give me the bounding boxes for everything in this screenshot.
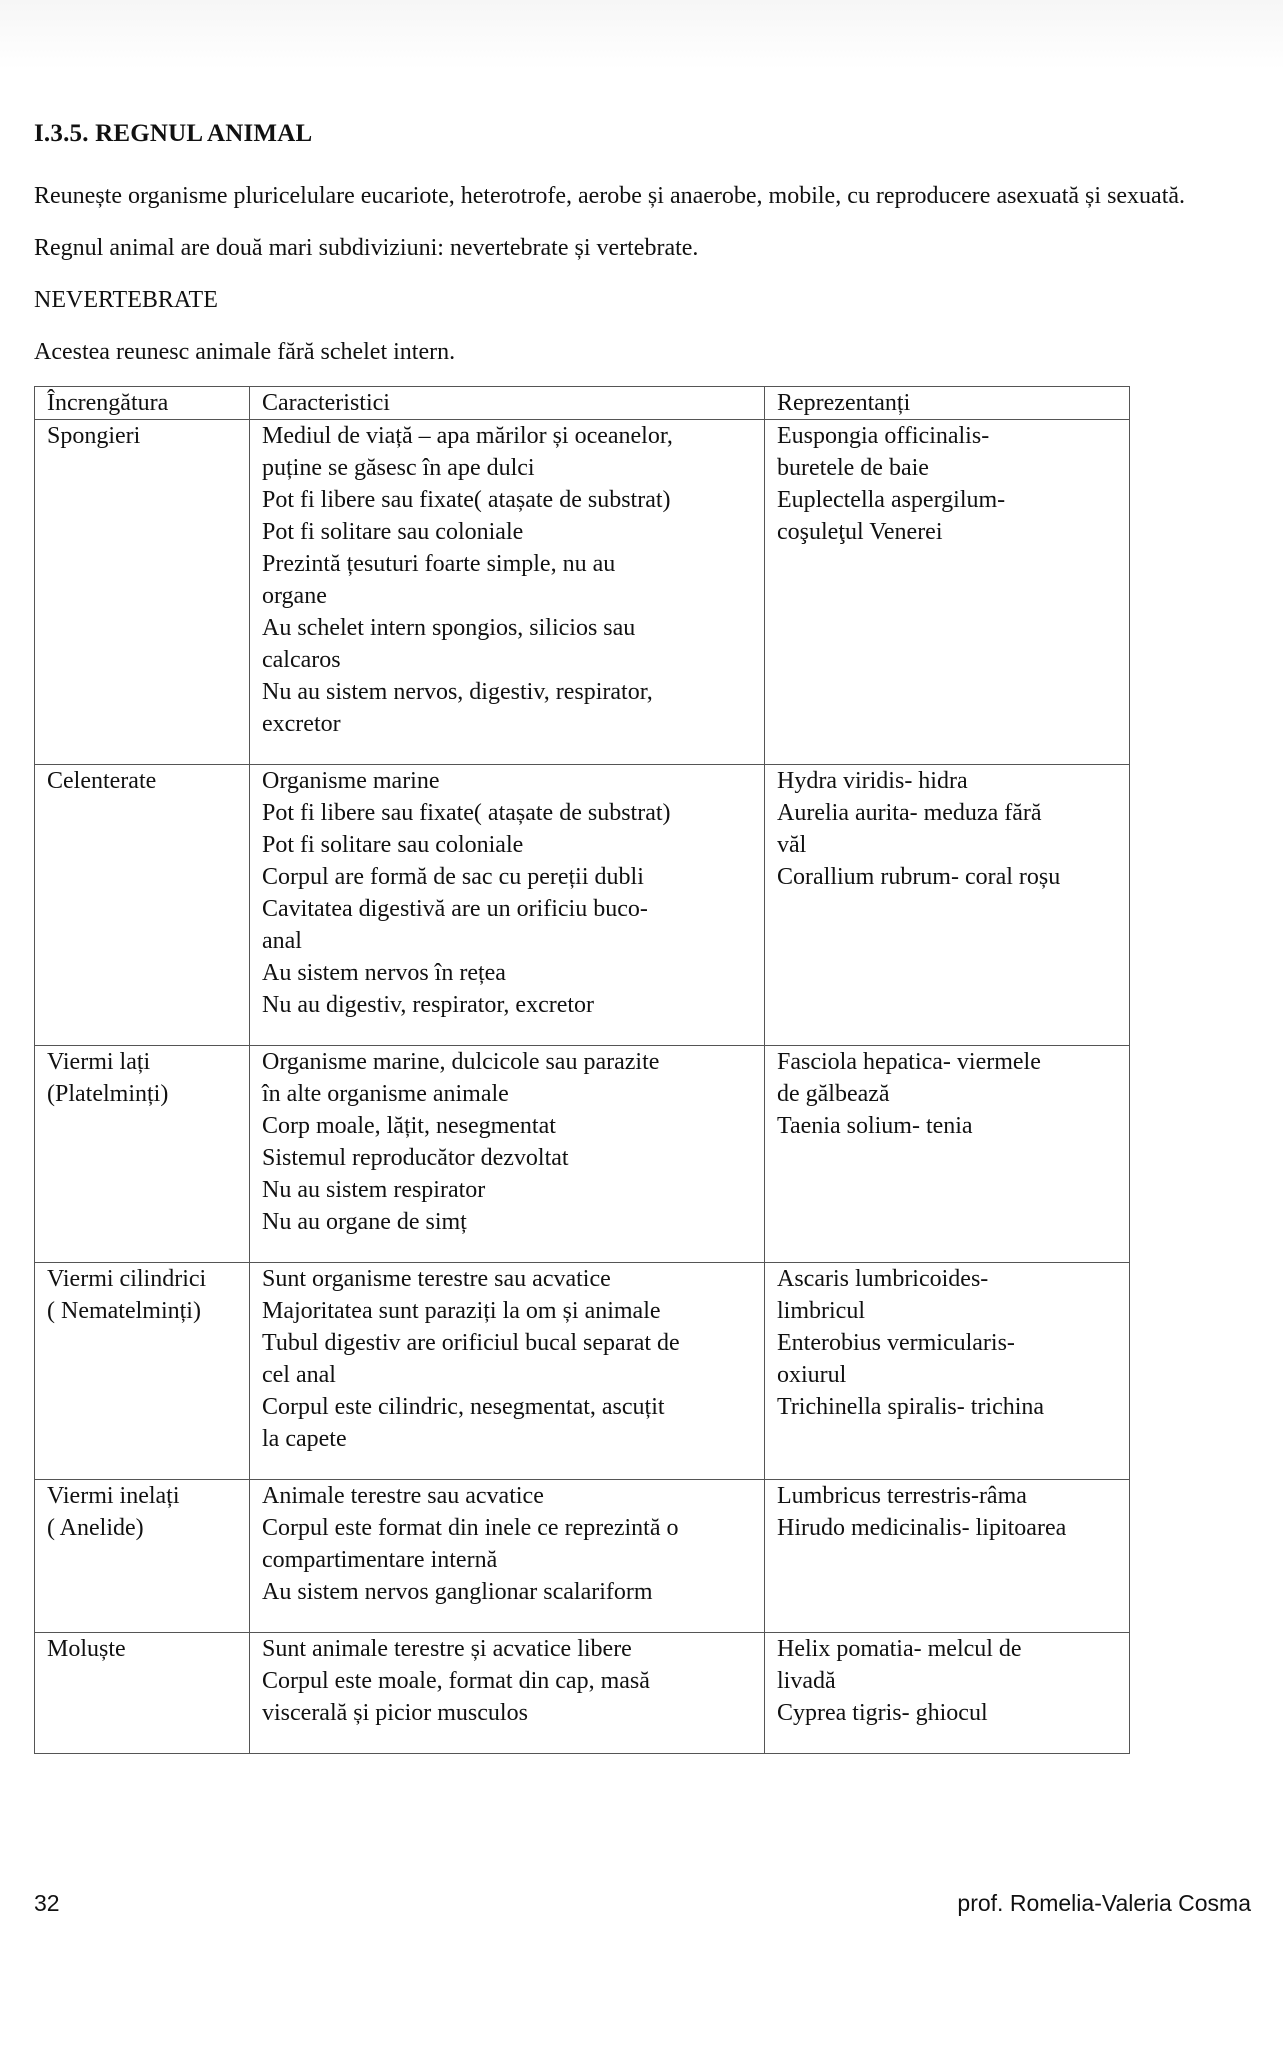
traits-cell — [250, 1633, 765, 1754]
cell-line: Spongieri — [47, 423, 141, 449]
cell-line: Aurelia aurita- meduza fără — [777, 800, 1042, 826]
subsection-intro: Acestea reunesc animale fără schelet intern. — [34, 339, 456, 365]
cell-line: (Platelminți) — [47, 1081, 169, 1107]
cell-line: Cyprea tigris- ghiocul — [777, 1700, 988, 1726]
cell-line: cel anal — [262, 1362, 336, 1388]
examples-cell — [765, 420, 1130, 765]
invertebrates-table — [34, 386, 1130, 1754]
cell-line: la capete — [262, 1426, 347, 1452]
cell-line: Sistemul reproducător dezvoltat — [262, 1145, 569, 1171]
cell-line: de gălbează — [777, 1081, 890, 1107]
cell-line: Moluște — [47, 1636, 126, 1662]
cell-line: buretele de baie — [777, 455, 929, 481]
group-cell — [35, 765, 250, 1046]
cell-line: Ascaris lumbricoides- — [777, 1266, 989, 1292]
cell-line: Sunt animale terestre și acvatice libere — [262, 1636, 632, 1662]
examples-cell — [765, 1263, 1130, 1480]
table-header-row — [35, 387, 1130, 420]
cell-line: Enterobius vermicularis- — [777, 1330, 1015, 1356]
table-row — [35, 765, 1130, 1046]
examples-cell — [765, 1633, 1130, 1754]
page-number: 32 — [34, 1890, 60, 1916]
cell-line: calcaros — [262, 647, 341, 673]
cell-line: Euplectella aspergilum- — [777, 487, 1006, 513]
cell-line: Pot fi libere sau fixate( atașate de substrat) — [262, 487, 671, 513]
cell-line: compartimentare internă — [262, 1547, 498, 1573]
cell-line: excretor — [262, 711, 341, 737]
cell-line: Animale terestre sau acvatice — [262, 1483, 544, 1509]
traits-cell — [250, 765, 765, 1046]
cell-line: limbricul — [777, 1298, 865, 1324]
cell-line: Pot fi solitare sau coloniale — [262, 519, 524, 545]
cell-line: Majoritatea sunt paraziți la om și animale — [262, 1298, 661, 1324]
cell-line: Viermi cilindrici — [47, 1266, 207, 1292]
cell-line: Fasciola hepatica- viermele — [777, 1049, 1041, 1075]
group-cell — [35, 1480, 250, 1633]
table-row — [35, 420, 1130, 765]
cell-line: Taenia solium- tenia — [777, 1113, 973, 1139]
cell-line: Corpul este moale, format din cap, masă — [262, 1668, 650, 1694]
traits-cell — [250, 420, 765, 765]
group-cell — [35, 1263, 250, 1480]
cell-line: Organisme marine — [262, 768, 440, 794]
cell-line: văl — [777, 832, 807, 858]
traits-cell — [250, 1263, 765, 1480]
header-examples: Reprezentanți — [765, 387, 1130, 420]
cell-line: Mediul de viață – apa mărilor și oceanelor, — [262, 423, 673, 449]
cell-line: Celenterate — [47, 768, 157, 794]
cell-line: Viermi inelați — [47, 1483, 180, 1509]
cell-line: livadă — [777, 1668, 836, 1694]
cell-line: Prezintă țesuturi foarte simple, nu au — [262, 551, 616, 577]
cell-line: Tubul digestiv are orificiul bucal separat de — [262, 1330, 680, 1356]
cell-line: ( Nematelminți) — [47, 1298, 201, 1324]
header-group: Încrengătura — [35, 387, 250, 420]
cell-line: Helix pomatia- melcul de — [777, 1636, 1022, 1662]
cell-line: Au sistem nervos ganglionar scalariform — [262, 1579, 653, 1605]
section-heading: I.3.5. REGNUL ANIMAL — [34, 120, 313, 147]
cell-line: Organisme marine, dulcicole sau parazite — [262, 1049, 660, 1075]
table-row — [35, 1480, 1130, 1633]
traits-cell — [250, 1480, 765, 1633]
cell-line: Sunt organisme terestre sau acvatice — [262, 1266, 611, 1292]
cell-line: Corpul este cilindric, nesegmentat, ascuțit — [262, 1394, 665, 1420]
examples-cell — [765, 765, 1130, 1046]
cell-line: Cavitatea digestivă are un orificiu buco- — [262, 896, 648, 922]
cell-line: Corpul este format din inele ce reprezintă o — [262, 1515, 679, 1541]
page-top-shadow — [0, 0, 1283, 70]
header-traits: Caracteristici — [250, 387, 765, 420]
examples-cell — [765, 1046, 1130, 1263]
table-row — [35, 1633, 1130, 1754]
author-credit: prof. Romelia-Valeria Cosma — [957, 1890, 1251, 1916]
cell-line: Corpul are formă de sac cu pereții dubli — [262, 864, 644, 890]
table-row — [35, 1263, 1130, 1480]
cell-line: organe — [262, 583, 327, 609]
examples-cell — [765, 1480, 1130, 1633]
cell-line: Au schelet intern spongios, silicios sau — [262, 615, 636, 641]
cell-line: coşuleţul Venerei — [777, 519, 943, 545]
cell-line: ( Anelide) — [47, 1515, 144, 1541]
cell-line: puține se găsesc în ape dulci — [262, 455, 535, 481]
document-page — [34, 120, 1254, 1754]
table-row — [35, 1046, 1130, 1263]
cell-line: Lumbricus terrestris-râma — [777, 1483, 1027, 1509]
subdivisions-paragraph: Regnul animal are două mari subdiviziuni: nevertebrate și vertebrate. — [34, 235, 699, 261]
cell-line: Au sistem nervos în rețea — [262, 960, 506, 986]
subsection-title: NEVERTEBRATE — [34, 287, 218, 313]
cell-line: Pot fi solitare sau coloniale — [262, 832, 524, 858]
cell-line: Hirudo medicinalis- lipitoarea — [777, 1515, 1067, 1541]
cell-line: Corp moale, lățit, nesegmentat — [262, 1113, 556, 1139]
traits-cell — [250, 1046, 765, 1263]
cell-line: Nu au sistem respirator — [262, 1177, 486, 1203]
cell-line: viscerală și picior musculos — [262, 1700, 528, 1726]
cell-line: în alte organisme animale — [262, 1081, 509, 1107]
cell-line: Euspongia officinalis- — [777, 423, 990, 449]
cell-line: oxiurul — [777, 1362, 847, 1388]
cell-line: Trichinella spiralis- trichina — [777, 1394, 1045, 1420]
table-body — [35, 420, 1130, 1754]
cell-line: Nu au digestiv, respirator, excretor — [262, 992, 595, 1018]
group-cell — [35, 1046, 250, 1263]
group-cell — [35, 420, 250, 765]
cell-line: Pot fi libere sau fixate( atașate de substrat) — [262, 800, 671, 826]
group-cell — [35, 1633, 250, 1754]
cell-line: anal — [262, 928, 302, 954]
intro-paragraph: Reunește organisme pluricelulare eucariote, heterotrofe, aerobe și anaerobe, mobile, cu reproducere asexuată și sexuată. — [34, 183, 1186, 209]
cell-line: Viermi lați — [47, 1049, 151, 1075]
cell-line: Corallium rubrum- coral roșu — [777, 864, 1061, 890]
cell-line: Hydra viridis- hidra — [777, 768, 968, 794]
cell-line: Nu au organe de simț — [262, 1209, 467, 1235]
cell-line: Nu au sistem nervos, digestiv, respirator, — [262, 679, 653, 705]
